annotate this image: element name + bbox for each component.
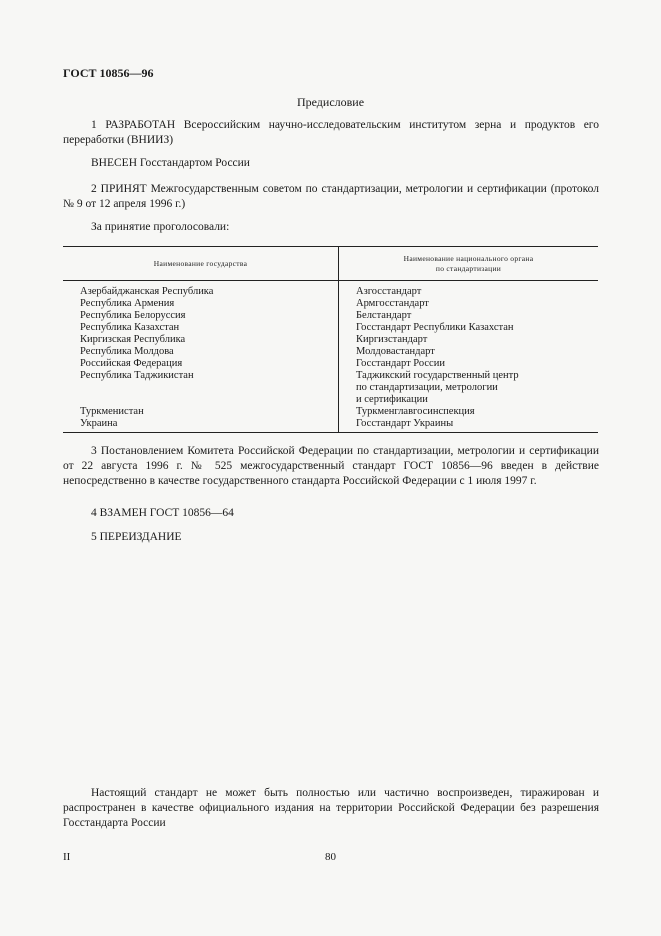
- column-header-body-line1: Наименование национального органа: [403, 253, 534, 263]
- paragraph-replaces: 4 ВЗАМЕН ГОСТ 10856—64: [91, 507, 234, 519]
- column-header-body: [339, 247, 599, 281]
- state-cell: Республика Армения: [63, 298, 339, 310]
- state-cell: Республика Таджикистан: [63, 370, 339, 382]
- body-cell: по стандартизации, метрологии: [356, 382, 498, 393]
- paragraph-adopted-text: 2 ПРИНЯТ Межгосударственным советом по стандартизации, метрологии и сертификации (протокол № 9 от 12 апреля 1996 г.): [63, 183, 599, 210]
- table-row: [63, 334, 598, 346]
- paragraph-adopted: [63, 182, 599, 212]
- copyright-notice-text: Настоящий стандарт не может быть полностью или частично воспроизведен, тиражирован и распространен в качестве официального издания на территории Российской Федерации без разрешения Госстандарта России: [63, 787, 599, 829]
- state-cell: [63, 394, 339, 406]
- body-cell: Госстандарт Украины: [339, 418, 599, 433]
- column-header-state: Наименование государства: [63, 247, 339, 281]
- body-cell: Таджикский государственный центр: [356, 370, 519, 381]
- table-header-row: [63, 247, 598, 281]
- state-cell: Украина: [63, 418, 339, 433]
- body-cell: Госстандарт России: [356, 358, 445, 369]
- preface-title: Предисловие: [296, 95, 365, 109]
- body-cell: Азгосстандарт: [356, 286, 422, 297]
- state-cell: Киргизская Республика: [63, 334, 339, 346]
- voting-states-table: [63, 246, 598, 433]
- table-row: [63, 281, 598, 299]
- column-header-body-line2: по стандартизации: [435, 263, 502, 273]
- state-cell: Республика Белоруссия: [63, 310, 339, 322]
- paragraph-enacted: [63, 444, 599, 489]
- table-row: [63, 298, 598, 310]
- document-code: ГОСТ 10856—96: [63, 66, 154, 80]
- table-row: [63, 406, 598, 418]
- state-cell: Российская Федерация: [63, 358, 339, 370]
- body-cell: Белстандарт: [356, 310, 412, 321]
- table-row: [63, 418, 598, 433]
- body-cell: и сертификации: [356, 394, 428, 405]
- body-cell: Туркменглавгосинспекция: [356, 406, 475, 417]
- state-cell: Республика Молдова: [63, 346, 339, 358]
- page-number: 80: [325, 851, 336, 863]
- table-row: [63, 394, 598, 406]
- roman-page-number: II: [63, 851, 71, 863]
- state-cell: Азербайджанская Республика: [63, 281, 339, 299]
- table-row: [63, 322, 598, 334]
- body-cell: Госстандарт Республики Казахстан: [356, 322, 514, 333]
- body-cell: Киргизстандарт: [356, 334, 428, 345]
- state-cell: Республика Казахстан: [63, 322, 339, 334]
- body-cell: Армгосстандарт: [356, 298, 429, 309]
- state-cell: [63, 382, 339, 394]
- paragraph-developed: [63, 118, 599, 148]
- table-row: [63, 382, 598, 394]
- paragraph-reissue: 5 ПЕРЕИЗДАНИЕ: [91, 531, 182, 543]
- body-cell: Молдовастандарт: [356, 346, 435, 357]
- paragraph-introduced: ВНЕСЕН Госстандартом России: [91, 157, 250, 169]
- paragraph-developed-text: 1 РАЗРАБОТАН Всероссийским научно-исследовательским институтом зерна и продуктов его переработки (ВНИИЗ): [63, 119, 599, 146]
- table-row: [63, 346, 598, 358]
- voted-label: За принятие проголосовали:: [91, 221, 230, 233]
- copyright-notice: [63, 786, 599, 831]
- state-cell: Туркменистан: [63, 406, 339, 418]
- table-row: [63, 310, 598, 322]
- paragraph-enacted-text: 3 Постановлением Комитета Российской Федерации по стандартизации, метрологии и сертификации от 22 августа 1996 г. № 525 межгосударственный стандарт ГОСТ 10856—96 введен в действие непосредственно в качестве государственного стандарта Российской Федерации с 1 июля 1997 г.: [63, 445, 599, 487]
- table-row: [63, 370, 598, 382]
- table-row: [63, 358, 598, 370]
